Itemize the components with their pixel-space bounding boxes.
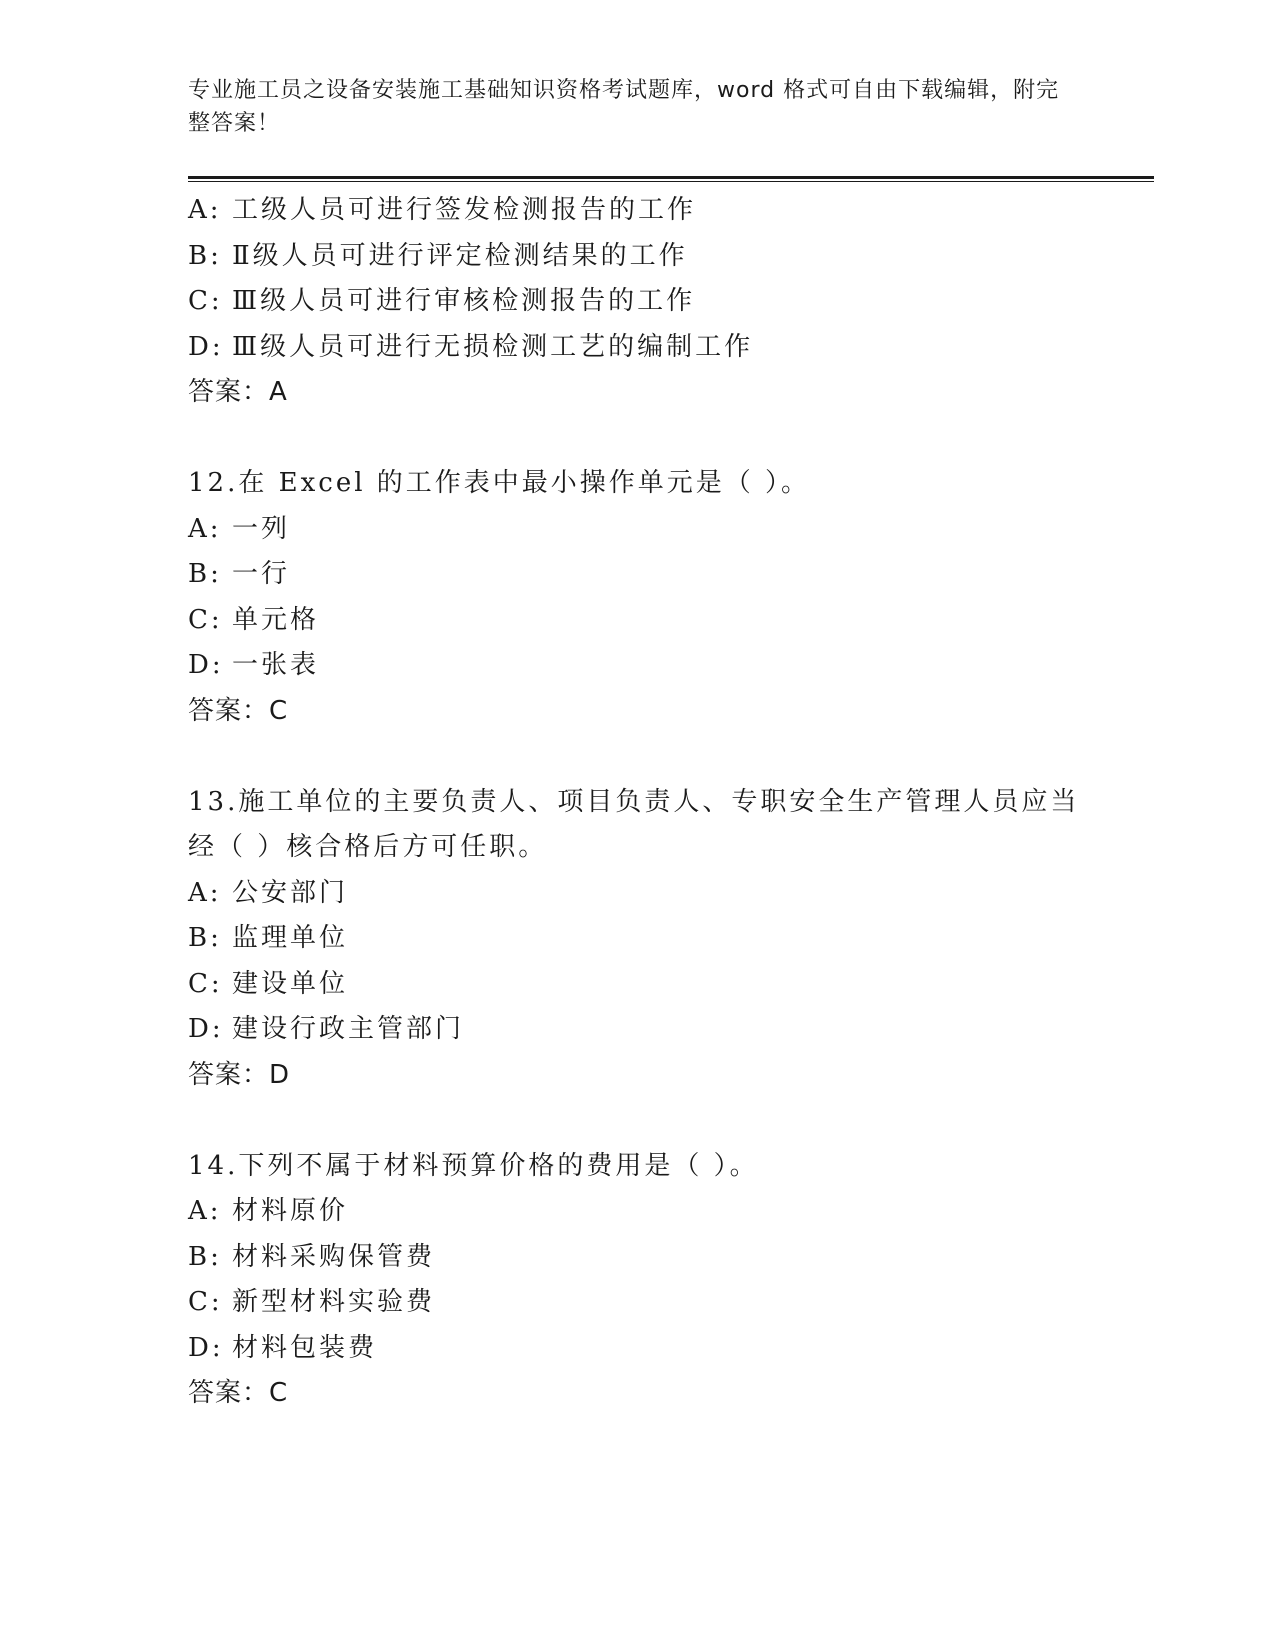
spacer	[188, 734, 1148, 780]
option-text: 单元格	[232, 604, 320, 635]
header-divider	[188, 176, 1154, 182]
prev-question-block	[188, 188, 1148, 416]
option-line	[188, 279, 1148, 325]
question-content	[188, 188, 1148, 1417]
option-label: B:	[188, 1241, 222, 1272]
option-line	[188, 1235, 1148, 1281]
option-line	[188, 1280, 1148, 1326]
option-line	[188, 643, 1148, 689]
answer-line: 答案：A	[188, 377, 288, 407]
option-text: Ⅱ级人员可进行评定检测结果的工作	[232, 240, 688, 271]
spacer	[188, 416, 1148, 462]
option-line	[188, 962, 1148, 1008]
option-text: 监理单位	[232, 923, 349, 953]
option-line	[188, 871, 1148, 917]
option-line	[188, 325, 1148, 371]
option-text: 建设单位	[232, 968, 349, 999]
option-label: C:	[188, 604, 223, 635]
option-label: D:	[188, 331, 224, 362]
question-block	[188, 461, 1148, 734]
question-block	[188, 1144, 1148, 1417]
option-text: 材料包装费	[232, 1332, 378, 1363]
question-stem: 经（ ）核合格后方可任职。	[188, 832, 548, 862]
option-line	[188, 598, 1148, 644]
option-line	[188, 1007, 1148, 1053]
option-line	[188, 916, 1148, 962]
option-text: Ⅲ级人员可进行审核检测报告的工作	[232, 286, 696, 316]
option-line	[188, 552, 1148, 598]
question-stem: 14.下列不属于材料预算价格的费用是（ ）。	[188, 1150, 759, 1181]
option-label: B:	[188, 559, 222, 589]
option-label: D:	[188, 1014, 224, 1044]
option-label: D:	[188, 1332, 224, 1363]
option-text: 一张表	[232, 650, 320, 680]
option-text: 工级人员可进行签发检测报告的工作	[232, 195, 697, 225]
option-label: A:	[188, 513, 222, 544]
document-header: 专业施工员之设备安装施工基础知识资格考试题库，word 格式可自由下载编辑，附完整答案！	[188, 78, 1060, 136]
question-stem: 13.施工单位的主要负责人、项目负责人、专职安全生产管理人员应当	[188, 786, 1080, 817]
option-line	[188, 1189, 1148, 1235]
option-label: A:	[188, 195, 222, 225]
option-line	[188, 507, 1148, 553]
question-stem: 12.在 Excel 的工作表中最小操作单元是（ ）。	[188, 468, 811, 498]
option-text: 材料原价	[232, 1196, 349, 1226]
answer-line: 答案：C	[188, 1378, 289, 1408]
option-text: 材料采购保管费	[232, 1241, 436, 1272]
question-block	[188, 780, 1148, 1099]
option-label: B:	[188, 923, 222, 953]
option-label: A:	[188, 1196, 222, 1226]
option-line	[188, 234, 1148, 280]
option-text: 一列	[232, 513, 291, 544]
option-label: C:	[188, 286, 223, 316]
option-text: 公安部门	[232, 877, 349, 908]
option-line	[188, 1326, 1148, 1372]
spacer	[188, 1098, 1148, 1144]
option-text: 建设行政主管部门	[232, 1014, 465, 1044]
option-label: A:	[188, 877, 222, 908]
answer-line: 答案：D	[188, 1059, 291, 1090]
option-label: C:	[188, 1287, 223, 1317]
option-text: 一行	[232, 559, 291, 589]
option-line	[188, 188, 1148, 234]
option-label: B:	[188, 240, 222, 271]
option-label: D:	[188, 650, 224, 680]
option-text: 新型材料实验费	[232, 1287, 436, 1317]
option-label: C:	[188, 968, 223, 999]
answer-line: 答案：C	[188, 695, 289, 726]
option-text: Ⅲ级人员可进行无损检测工艺的编制工作	[232, 331, 754, 362]
